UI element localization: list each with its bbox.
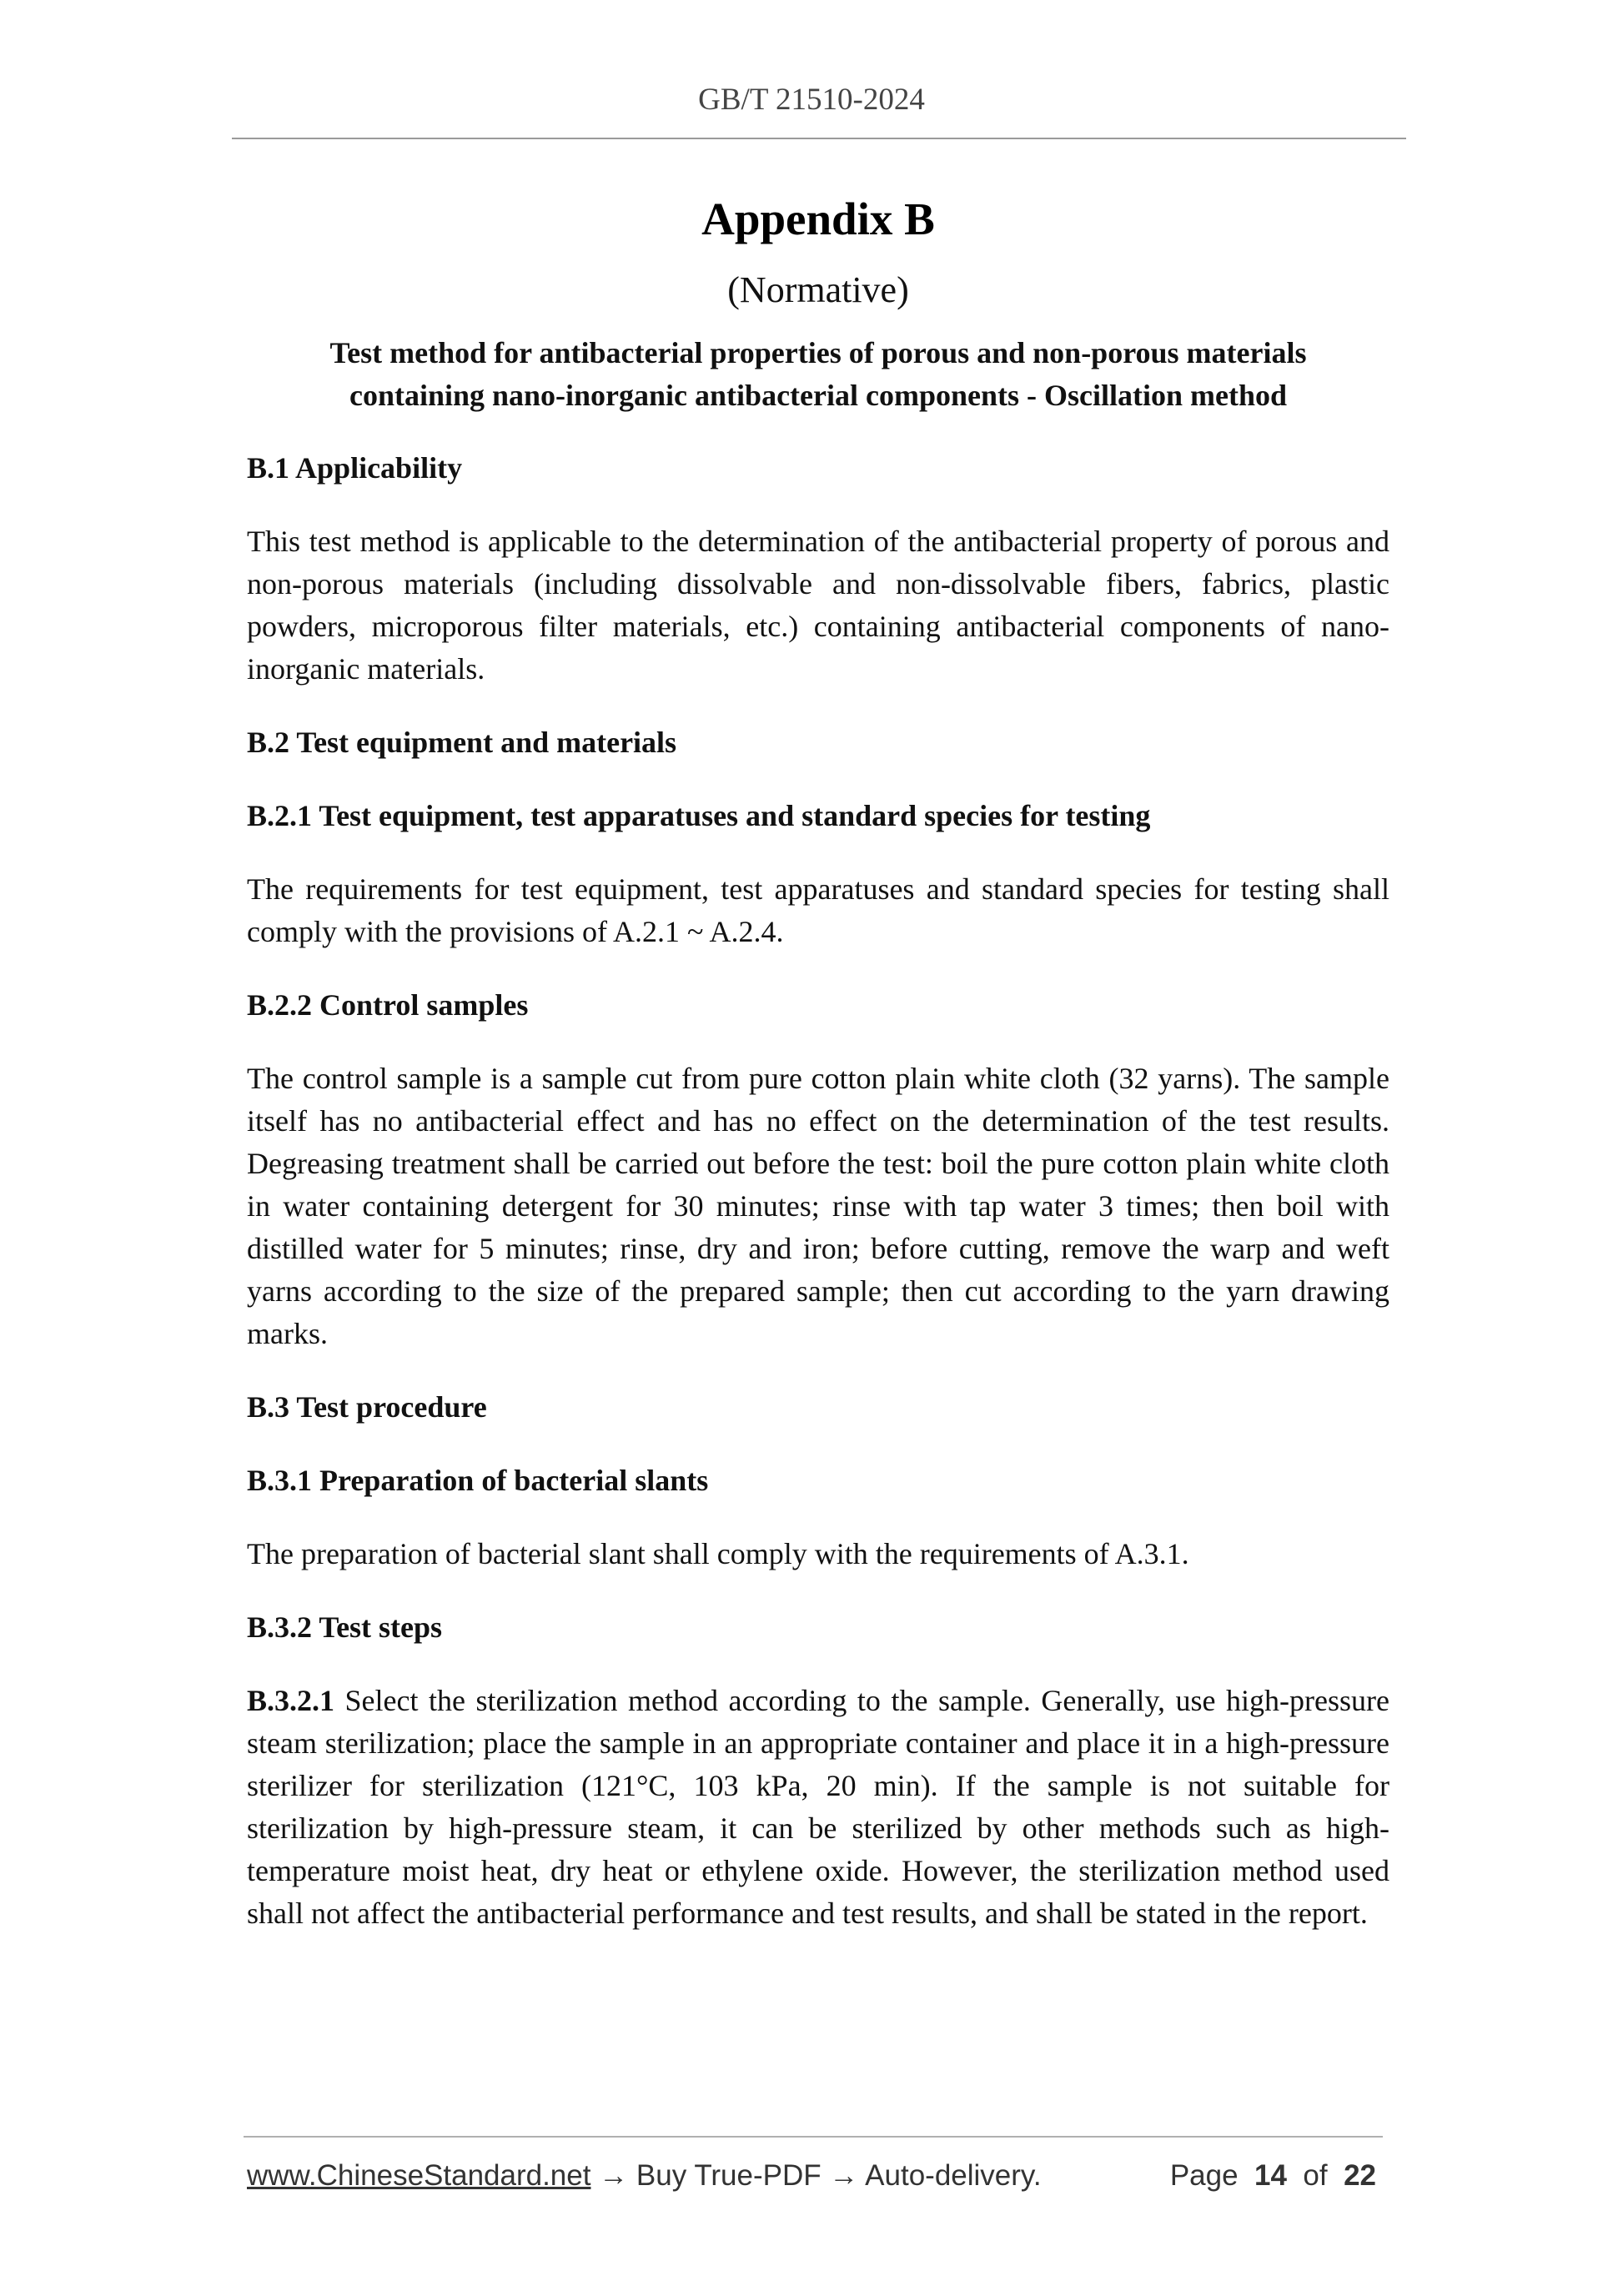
section-b31-heading: B.3.1 Preparation of bacterial slants <box>247 1464 709 1497</box>
section-b1-text: This test method is applicable to the determination of the antibacterial property of porous and non-porous materials (including dissolvable and non-dissolvable fibers, fabrics, plastic powders, microporous filter materials, etc.) containing antibacterial components of nano-inorganic materials. <box>247 525 1389 686</box>
clause-b321 <box>247 1680 1389 1935</box>
footer-divider <box>244 2136 1383 2138</box>
header-divider <box>232 138 1406 139</box>
page-current: 14 <box>1254 2159 1287 2192</box>
footer-promo-text: → Buy True-PDF → Auto-delivery. <box>590 2159 1042 2192</box>
footer-promo <box>247 2156 1042 2196</box>
section-b22-heading: B.2.2 Control samples <box>247 988 529 1022</box>
section-b22-text: The control sample is a sample cut from pure cotton plain white cloth (32 yarns). The sample itself has no antibacterial effect and has no effect on the determination of the test results. Degreasing treatment shall be carried out before the test: boil the pure cotton plain white cloth in water containing detergent for 30 minutes; rinse with tap water 3 times; then boil with distilled water for 5 minutes; rinse, dry and iron; before cutting, remove the warp and weft yarns according to the size of the prepared sample; then cut according to the yarn drawing marks. <box>247 1062 1389 1350</box>
section-b31-text: The preparation of bacterial slant shall comply with the requirements of A.3.1. <box>247 1537 1189 1570</box>
section-b21-text: The requirements for test equipment, test apparatuses and standard species for testing shall comply with the provisions of A.2.1 ~ A.2.4. <box>247 872 1389 948</box>
section-b2-heading: B.2 Test equipment and materials <box>247 726 677 759</box>
appendix-caption-line-1: Test method for antibacterial properties of porous and non-porous materials <box>329 336 1307 369</box>
page-content <box>247 190 1389 1966</box>
section-b3-heading: B.3 Test procedure <box>247 1390 487 1424</box>
page-of-label: of <box>1303 2159 1328 2192</box>
page-indicator <box>1170 2156 1376 2196</box>
appendix-caption <box>247 332 1389 417</box>
section-b21-heading: B.2.1 Test equipment, test apparatuses and standard species for testing <box>247 799 1151 832</box>
appendix-caption-line-2: containing nano-inorganic antibacterial components - Oscillation method <box>349 379 1288 412</box>
page-total: 22 <box>1344 2159 1376 2192</box>
page-label: Page <box>1169 2159 1239 2192</box>
clause-b321-number: B.3.2.1 <box>247 1684 335 1717</box>
appendix-subtitle: (Normative) <box>727 269 909 310</box>
section-b32-heading: B.3.2 Test steps <box>247 1610 443 1644</box>
appendix-title: Appendix B <box>701 193 935 244</box>
site-link[interactable]: www.ChineseStandard.net <box>247 2159 591 2192</box>
section-b1-heading: B.1 Applicability <box>247 451 463 485</box>
standard-code-header: GB/T 21510-2024 <box>698 83 925 117</box>
clause-b321-text: Select the sterilization method according to the sample. Generally, use high-pressure steam sterilization; place the sample in an appropriate container and place it in a high-pressure sterilizer for sterilization (121°C, 103 kPa, 20 min). If the sample is not suitable for sterilization by high-pressure steam, it can be sterilized by other methods such as high-temperature moist heat, dry heat or ethylene oxide. However, the sterilization method used shall not affect the antibacterial performance and test results, and shall be stated in the report. <box>247 1684 1389 1930</box>
